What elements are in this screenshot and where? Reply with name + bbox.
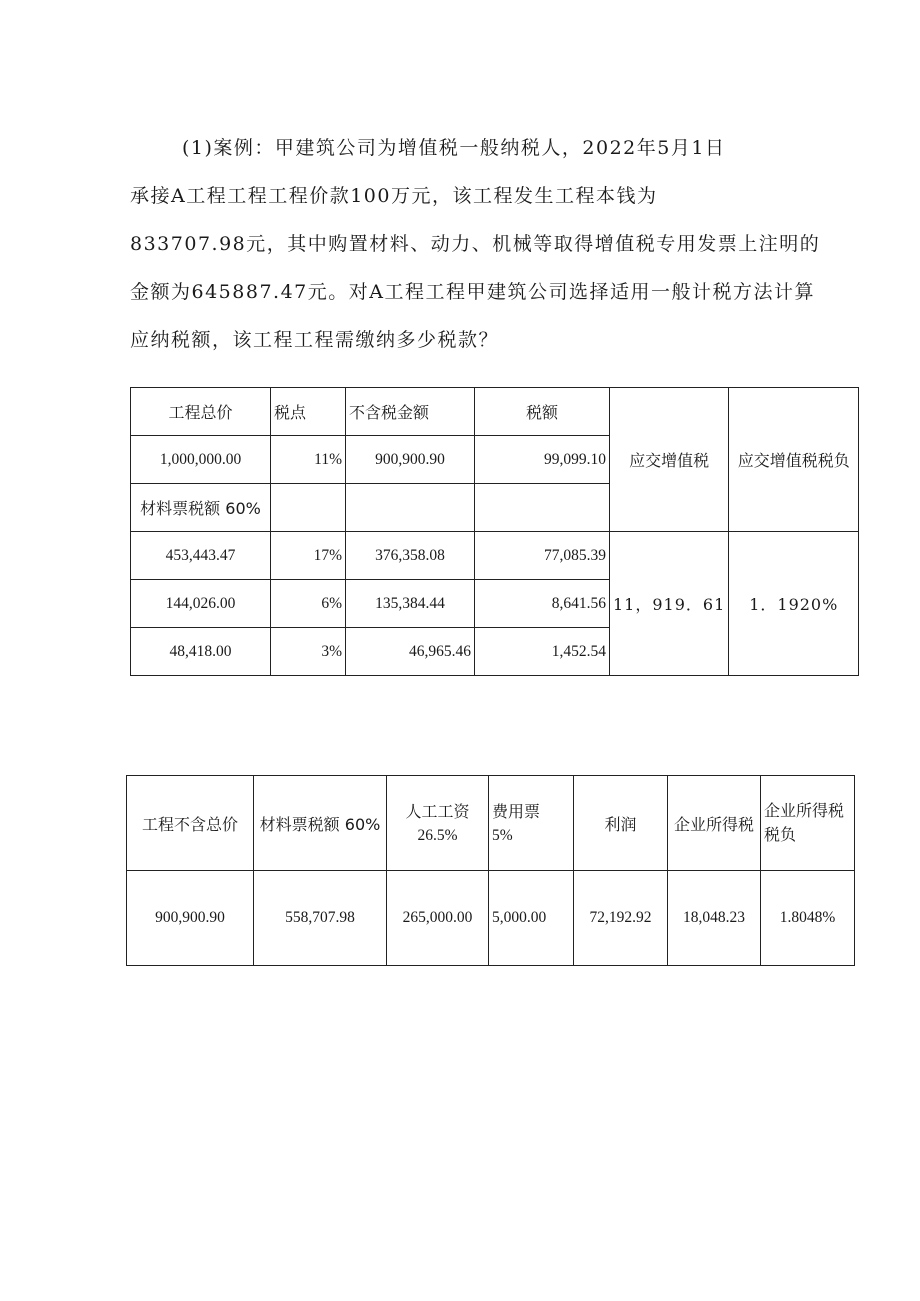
header-labor-rate: 26.5% (417, 826, 458, 844)
header-material: 材料票税额 60% (254, 776, 387, 871)
header-income-tax: 企业所得税 (668, 776, 761, 871)
material-label: 材料票税额 60% (131, 484, 271, 532)
header-vat-payable: 应交增值税 (610, 388, 729, 532)
cell-tax: 8,641.56 (475, 580, 610, 628)
cell-excl: 135,384.44 (346, 580, 475, 628)
cell-tax: 99,099.10 (475, 436, 610, 484)
cell-excl: 376,358.08 (346, 532, 475, 580)
header-tax-rate: 税点 (271, 388, 346, 436)
header-profit: 利润 (574, 776, 668, 871)
vat-payable-value: 11，919．61 (610, 532, 729, 676)
header-vat-burden: 应交增值税税负 (729, 388, 859, 532)
empty-cell (346, 484, 475, 532)
header-labor (387, 776, 489, 871)
vat-burden-value: 1．1920% (729, 532, 859, 676)
paragraph-line: 833707.98元，其中购置材料、动力、机械等取得增值税专用发票上注明的 (130, 233, 821, 255)
empty-cell (475, 484, 610, 532)
paragraph-line: 承接A工程工程工程价款100万元，该工程发生工程本钱为 (130, 185, 658, 207)
header-expense-title: 费用票 (492, 801, 541, 821)
header-labor-title: 人工工资 (405, 801, 470, 821)
cell-rate: 3% (271, 628, 346, 676)
income-tax-table (126, 775, 855, 966)
table-row (127, 871, 855, 966)
header-income-burden-title: 企业所得税 (764, 801, 845, 820)
cell-total: 453,443.47 (131, 532, 271, 580)
header-income-burden (761, 776, 855, 871)
cell-total: 1,000,000.00 (131, 436, 271, 484)
case-paragraph (130, 124, 850, 364)
cell-labor: 265,000.00 (387, 871, 489, 966)
header-amount-excl-tax: 不含税金额 (346, 388, 475, 436)
header-total-price: 工程总价 (131, 388, 271, 436)
cell-excl: 46,965.46 (346, 628, 475, 676)
cell-total-excl: 900,900.90 (127, 871, 254, 966)
cell-rate: 11% (271, 436, 346, 484)
header-expense (489, 776, 574, 871)
cell-rate: 17% (271, 532, 346, 580)
vat-table (130, 387, 859, 676)
cell-expense: 5,000.00 (489, 871, 574, 966)
cell-income-tax: 18,048.23 (668, 871, 761, 966)
cell-tax: 1,452.54 (475, 628, 610, 676)
header-expense-rate: 5% (492, 826, 513, 844)
empty-cell (271, 484, 346, 532)
cell-total: 144,026.00 (131, 580, 271, 628)
table-row (131, 532, 859, 580)
paragraph-line: 应纳税额，该工程工程需缴纳多少税款？ (130, 329, 500, 351)
cell-rate: 6% (271, 580, 346, 628)
table-row (127, 776, 855, 871)
header-income-burden-sub: 税负 (764, 825, 797, 844)
cell-profit: 72,192.92 (574, 871, 668, 966)
cell-excl: 900,900.90 (346, 436, 475, 484)
header-tax-amount: 税额 (475, 388, 610, 436)
cell-material: 558,707.98 (254, 871, 387, 966)
header-total-excl: 工程不含总价 (127, 776, 254, 871)
cell-income-burden: 1.8048% (761, 871, 855, 966)
cell-total: 48,418.00 (131, 628, 271, 676)
paragraph-line: (1)案例：甲建筑公司为增值税一般纳税人，2022年5月1日 (182, 137, 726, 159)
table-row (131, 388, 859, 436)
paragraph-line: 金额为645887.47元。对A工程工程甲建筑公司选择适用一般计税方法计算 (130, 281, 815, 303)
cell-tax: 77,085.39 (475, 532, 610, 580)
